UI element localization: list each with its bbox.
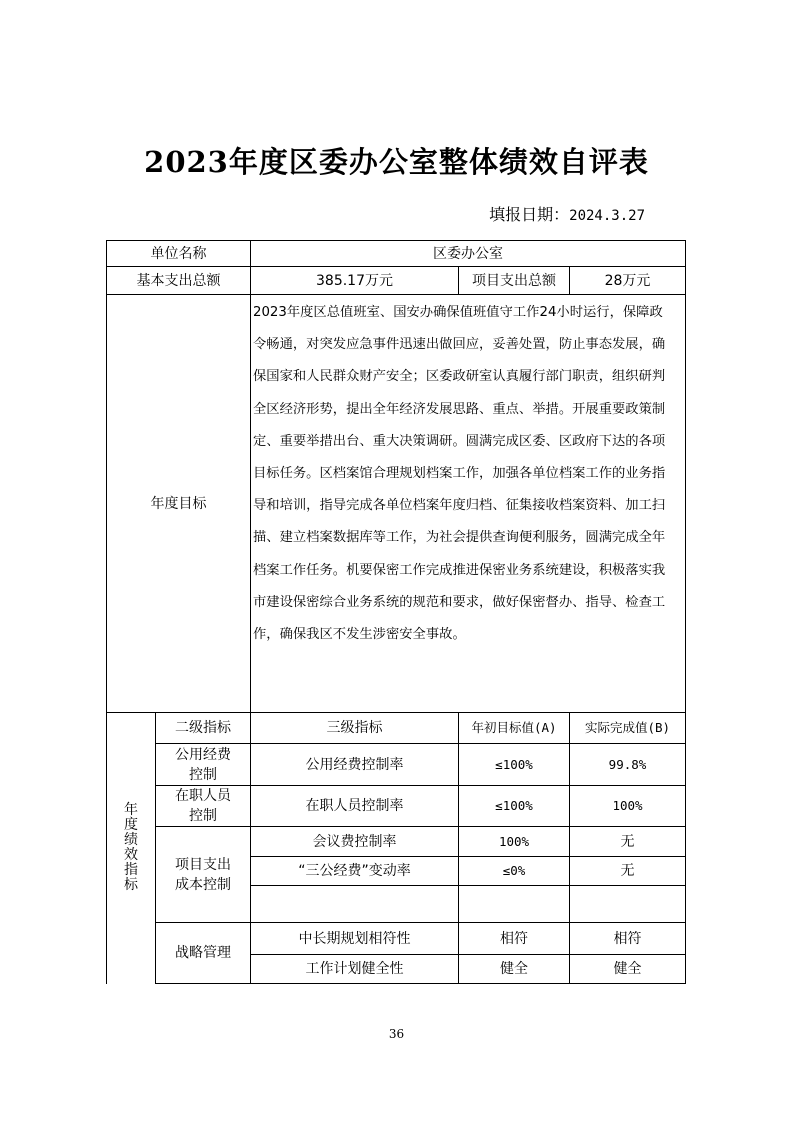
- section-label-char: 效: [124, 847, 138, 864]
- goal-line: 市建设保密综合业务系统的规范和要求，做好保密督办、指导、检查工: [253, 594, 666, 610]
- unit-name-label: 单位名称: [107, 241, 251, 267]
- actual-cell: 100%: [570, 786, 686, 827]
- table-row: [107, 827, 686, 857]
- level2-cell: [156, 827, 251, 923]
- project-total-value: 28万元: [570, 267, 686, 295]
- unit-name-row: [107, 241, 686, 267]
- fill-date-label: 填报日期：: [489, 205, 570, 224]
- level2-text: 控制: [189, 766, 217, 783]
- table-row: [107, 923, 686, 955]
- level3-cell: [251, 886, 459, 923]
- goal-line: 令畅通，对突发应急事件迅速出做回应，妥善处置，防止事态发展，确: [253, 337, 666, 353]
- level3-cell: 中长期规划相符性: [251, 923, 459, 955]
- actual-cell: 99.8%: [570, 744, 686, 786]
- unit-name-value: 区委办公室: [251, 241, 686, 267]
- level2-text: 公用经费: [175, 746, 231, 763]
- basic-total-value: 385.17万元: [251, 267, 459, 295]
- expense-totals-row: [107, 267, 686, 295]
- goal-line: 全区经济形势，提出全年经济发展思路、重点、举措。开展重要政策制: [253, 401, 666, 417]
- goal-line: 定、重要举措出台、重大决策调研。圆满完成区委、区政府下达的各项: [253, 433, 666, 449]
- section-label-char: 绩: [124, 832, 138, 849]
- annual-goal-row: [107, 295, 686, 713]
- target-cell: 相符: [459, 923, 570, 955]
- annual-goal-label: 年度目标: [107, 295, 251, 713]
- target-cell: 100%: [459, 827, 570, 857]
- table-row: [107, 744, 686, 786]
- goal-line: 导和培训，指导完成各单位档案年度归档、征集接收档案资料、加工扫: [253, 498, 666, 514]
- level3-cell: 会议费控制率: [251, 827, 459, 857]
- goal-line: 档案工作任务。机要保密工作完成推进保密业务系统建设，积极落实我: [253, 562, 666, 578]
- level2-text: 控制: [189, 808, 217, 824]
- basic-total-label: 基本支出总额: [107, 267, 251, 295]
- actual-cell: [570, 886, 686, 923]
- target-cell: ≤100%: [459, 744, 570, 786]
- target-cell: 健全: [459, 955, 570, 984]
- section-label-char: 指: [124, 862, 138, 879]
- goal-line: 描、建立档案数据库等工作，为社会提供查询便利服务，圆满完成全年: [253, 530, 666, 546]
- level3-cell: “三公经费”变动率: [251, 857, 459, 886]
- col-header-level3: 三级指标: [251, 713, 459, 744]
- level3-cell: 工作计划健全性: [251, 955, 459, 984]
- goal-line: 保国家和人民群众财产安全；区委政研室认真履行部门职责，组织研判: [253, 369, 666, 385]
- actual-cell: 无: [570, 857, 686, 886]
- fill-date-value: 2024.3.27: [569, 208, 645, 224]
- level2-text: 项目支出: [175, 856, 231, 873]
- level2-cell: [156, 744, 251, 786]
- target-cell: [459, 886, 570, 923]
- page-number: 36: [388, 1027, 405, 1041]
- col-header-target: 年初目标值(A): [459, 713, 570, 744]
- actual-cell: 相符: [570, 923, 686, 955]
- col-header-level2: 二级指标: [156, 713, 251, 744]
- actual-cell: 无: [570, 827, 686, 857]
- page-title: 2023年度区委办公室整体绩效自评表: [144, 145, 649, 179]
- indicator-header-row: [107, 713, 686, 744]
- annual-goal-text: [251, 295, 686, 713]
- goal-line: 2023年度区总值班室、国安办确保值班值守工作24小时运行，保障政: [253, 305, 663, 320]
- target-cell: ≤100%: [459, 786, 570, 827]
- project-total-label: 项目支出总额: [459, 267, 570, 295]
- performance-table: [106, 240, 686, 984]
- goal-line: 作，确保我区不发生涉密安全事故。: [253, 627, 466, 643]
- level3-cell: 在职人员控制率: [251, 786, 459, 827]
- level2-cell: [156, 786, 251, 827]
- actual-cell: 健全: [570, 955, 686, 984]
- level3-cell: 公用经费控制率: [251, 744, 459, 786]
- section-label-char: 标: [124, 877, 138, 894]
- col-header-actual: 实际完成值(B): [570, 713, 686, 744]
- annual-indicator-section-label: [107, 713, 156, 984]
- level2-cell: 战略管理: [156, 923, 251, 984]
- level2-text: 成本控制: [175, 876, 231, 893]
- level2-text: 在职人员: [175, 788, 231, 804]
- target-cell: ≤0%: [459, 857, 570, 886]
- section-label-char: 度: [124, 817, 138, 834]
- goal-line: 目标任务。区档案馆合理规划档案工作，加强各单位档案工作的业务指: [253, 466, 666, 482]
- section-label-char: 年: [124, 802, 138, 819]
- table-row: [107, 786, 686, 827]
- fill-date: [489, 202, 645, 225]
